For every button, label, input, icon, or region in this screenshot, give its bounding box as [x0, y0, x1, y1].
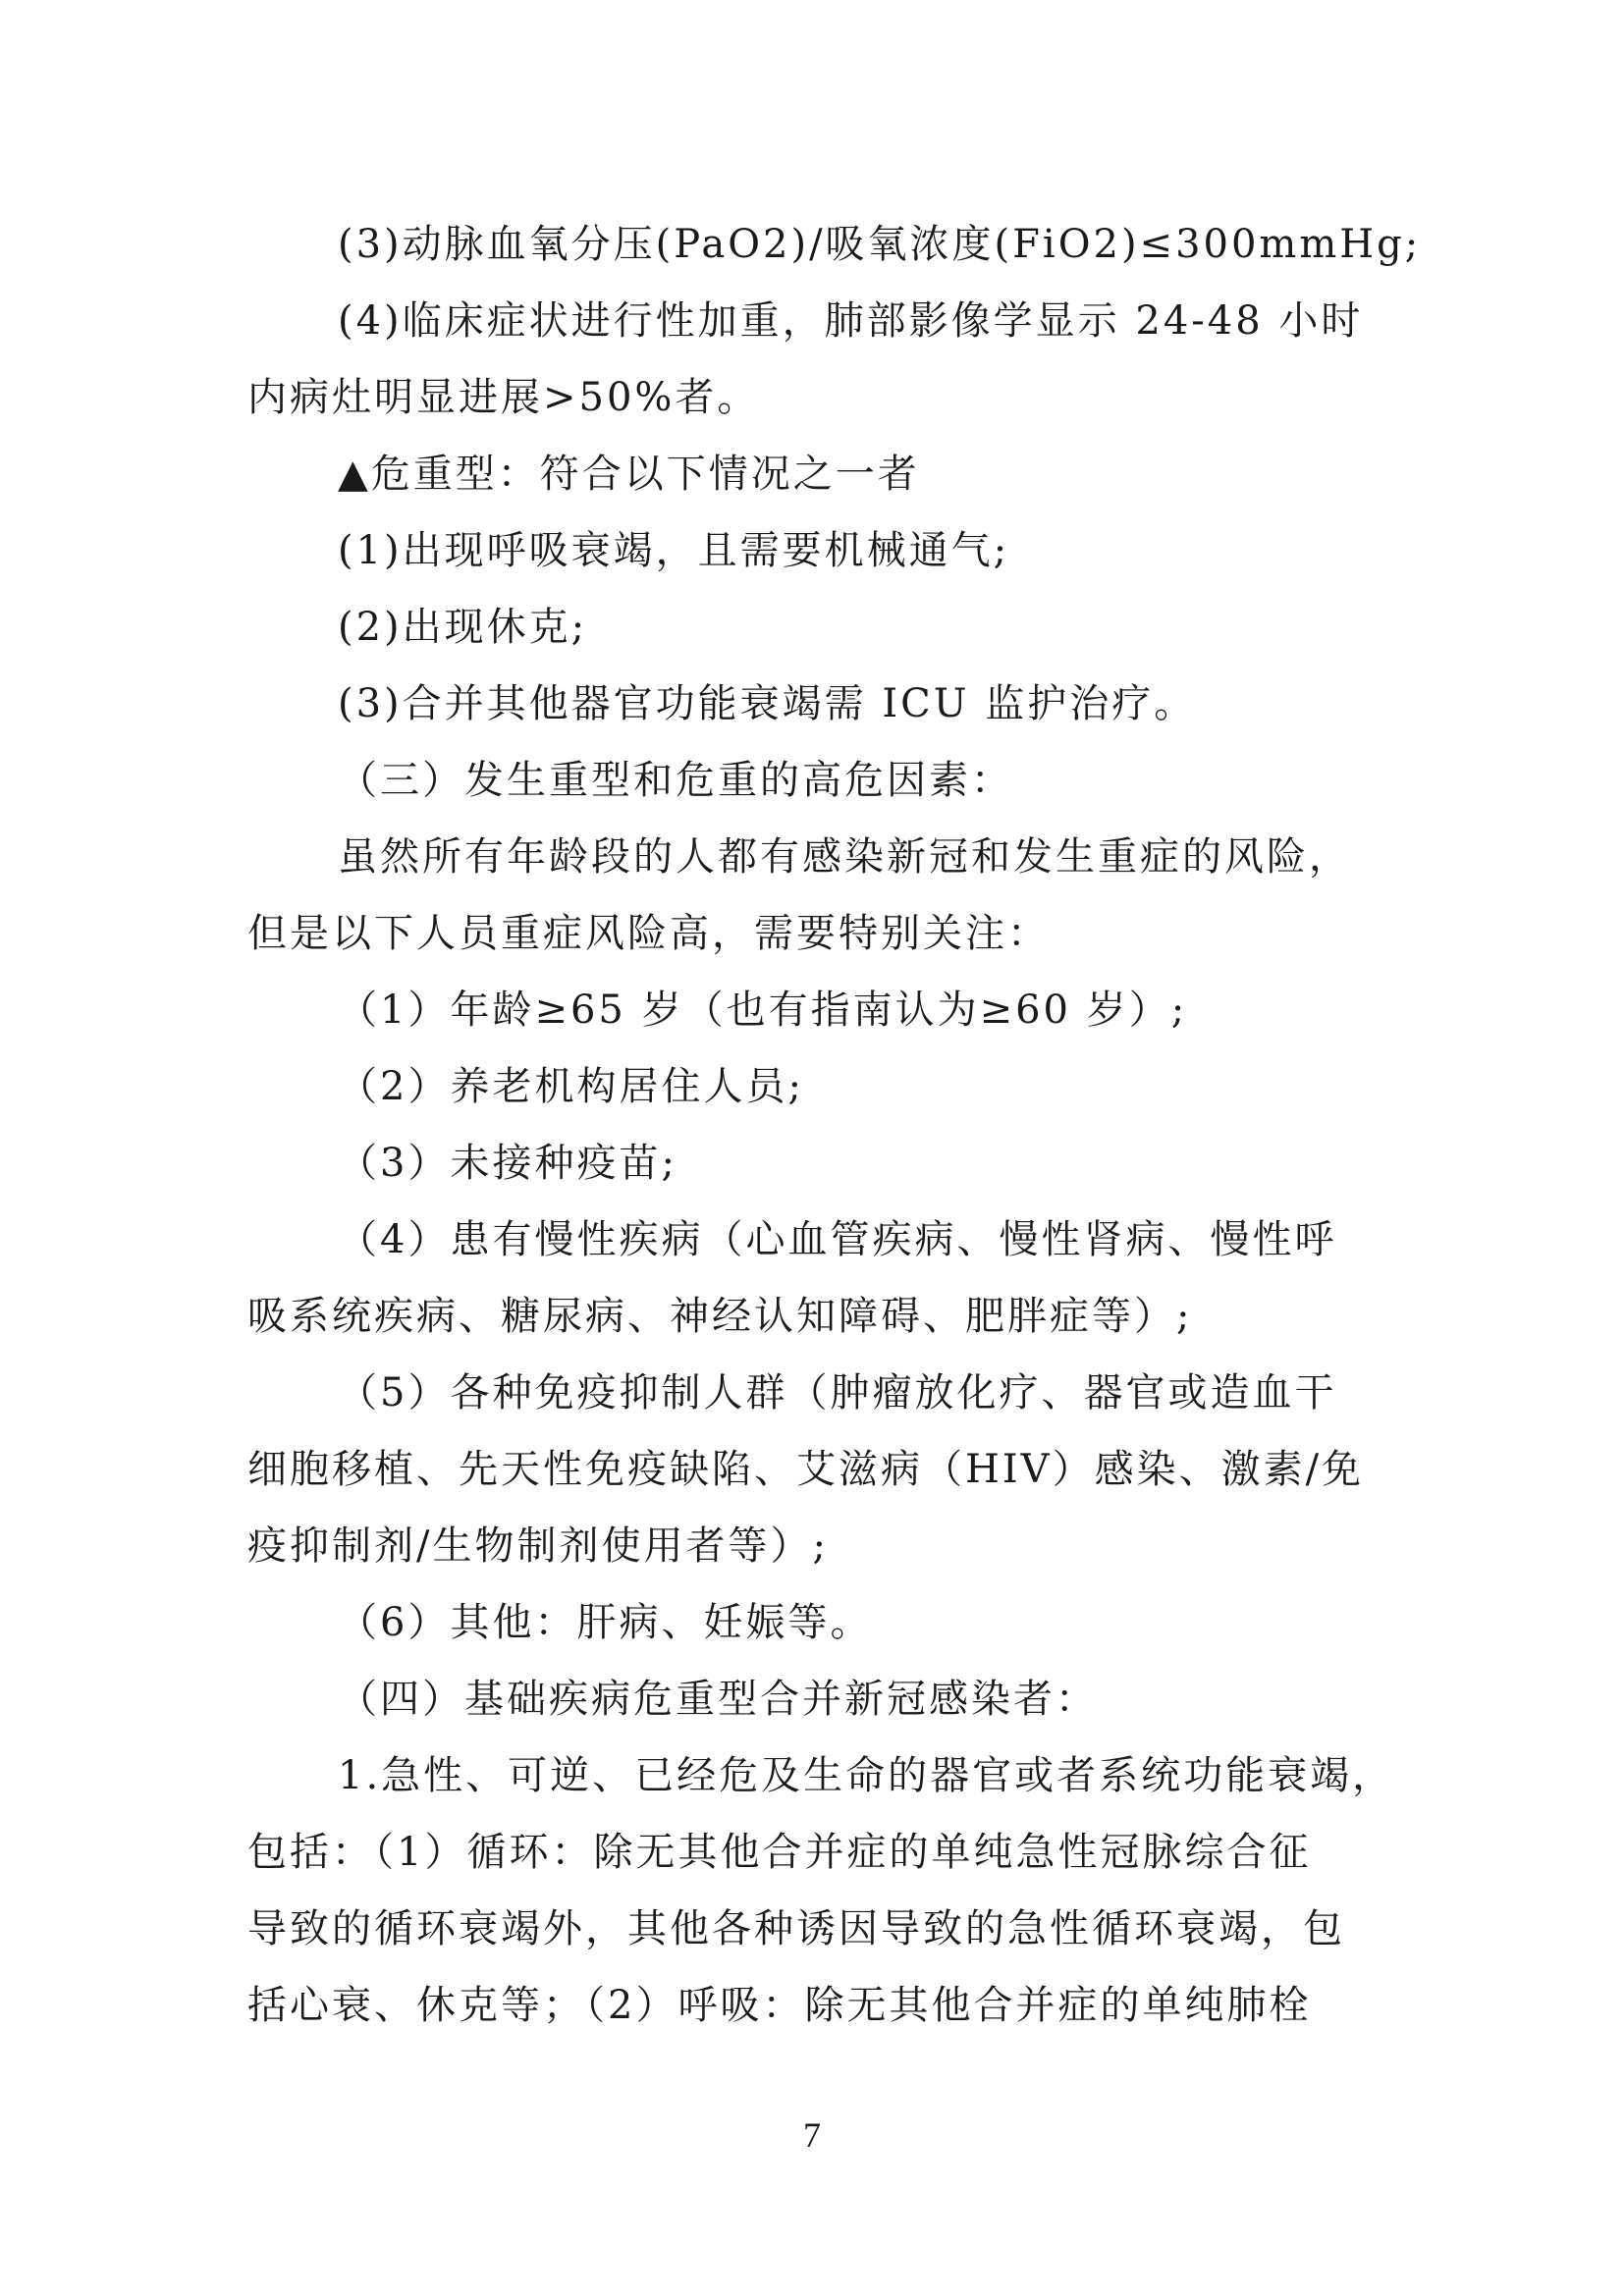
list-item: （3）未接种疫苗; [338, 1141, 677, 1186]
paragraph-line: 内病灶明显进展>50%者。 [247, 375, 760, 420]
list-item: （4）患有慢性疾病（心血管疾病、慢性肾病、慢性呼 [338, 1217, 1337, 1262]
list-item-continuation: 疫抑制剂/生物制剂使用者等）; [247, 1523, 829, 1569]
list-item: （5）各种免疫抑制人群（肿瘤放化疗、器官或造血干 [338, 1370, 1337, 1415]
paragraph-line: 虽然所有年龄段的人都有感染新冠和发生重症的风险， [338, 834, 1351, 880]
list-item: （2）养老机构居住人员; [338, 1064, 804, 1109]
paragraph-line: 1.急性、可逆、已经危及生命的器官或者系统功能衰竭， [338, 1753, 1395, 1798]
section-heading: ▲危重型：符合以下情况之一者 [338, 452, 920, 497]
section-heading: （三）发生重型和危重的高危因素： [338, 758, 1013, 803]
paragraph-line: (4)临床症状进行性加重，肺部影像学显示 24-48 小时 [338, 298, 1364, 344]
paragraph-line: 包括：（1）循环：除无其他合并症的单纯急性冠脉综合征 [247, 1830, 1312, 1875]
paragraph-line: (3)合并其他器官功能衰竭需 ICU 监护治疗。 [338, 681, 1197, 726]
paragraph-line: 但是以下人员重症风险高，需要特别关注： [247, 911, 1050, 956]
page-number: 7 [803, 2115, 821, 2155]
list-item: （6）其他：肝病、妊娠等。 [338, 1600, 873, 1645]
section-heading: （四）基础疾病危重型合并新冠感染者： [338, 1677, 1098, 1722]
list-item-continuation: 吸系统疾病、糖尿病、神经认知障碍、肥胖症等）; [247, 1294, 1193, 1339]
paragraph-line: (2)出现休克; [338, 605, 588, 650]
document-body [247, 206, 1422, 2044]
list-item: （1）年龄≥65 岁（也有指南认为≥60 岁）; [338, 988, 1188, 1033]
list-item-continuation: 细胞移植、先天性免疫缺陷、艾滋病（HIV）感染、激素/免 [247, 1447, 1365, 1492]
paragraph-line: (1)出现呼吸衰竭，且需要机械通气; [338, 528, 1010, 573]
paragraph-line: 括心衰、休克等；（2）呼吸：除无其他合并症的单纯肺栓 [247, 1983, 1312, 2028]
paragraph-line: (3)动脉血氧分压(PaO2)/吸氧浓度(FiO2)≤300mmHg; [338, 222, 1422, 267]
paragraph-line: 导致的循环衰竭外，其他各种诱因导致的急性循环衰竭，包 [247, 1906, 1345, 1951]
